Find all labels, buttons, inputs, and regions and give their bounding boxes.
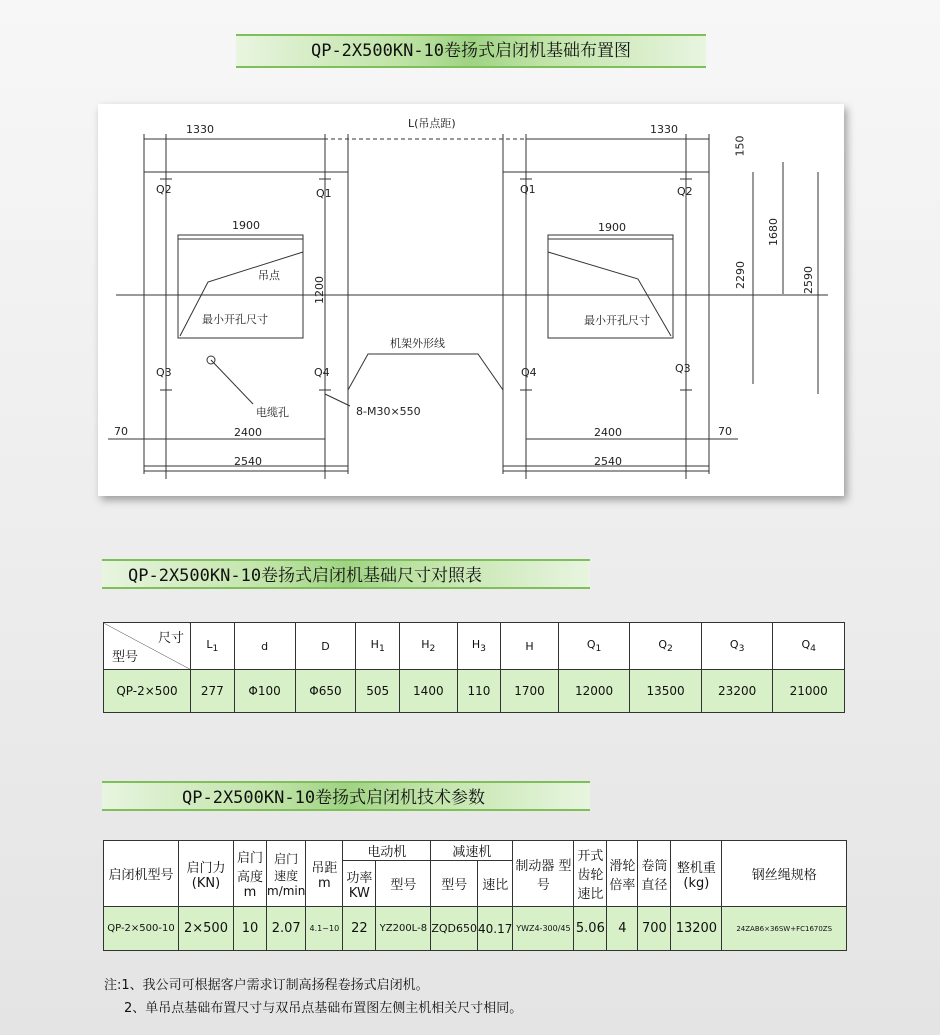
q3-right: Q3 bbox=[675, 362, 691, 375]
cell-span: 4.1~10 bbox=[306, 907, 343, 951]
hdr-h: H bbox=[501, 623, 559, 670]
hdr-power: 功率 KW bbox=[343, 861, 376, 907]
cell-D: Φ650 bbox=[295, 670, 356, 713]
cell-q2: 13500 bbox=[630, 670, 702, 713]
hdr-h3: $H_3$ bbox=[457, 623, 501, 670]
hdr-q2: $Q_2$ bbox=[630, 623, 702, 670]
dim-1330-left: 1330 bbox=[186, 123, 214, 136]
hdr-speed: 启门 速度 m/min bbox=[267, 841, 306, 907]
hdr-q3: $Q_3$ bbox=[701, 623, 773, 670]
dim-2400-right: 2400 bbox=[594, 426, 622, 439]
dim-1680: 1680 bbox=[767, 218, 780, 246]
hdr-weight: 整机重 (kg) bbox=[671, 841, 722, 907]
hdr-model: 启闭机型号 bbox=[104, 841, 179, 907]
dim-2540-right: 2540 bbox=[594, 455, 622, 468]
cell-reducer-type: ZQD650 bbox=[431, 907, 478, 951]
lift-point-label: 吊点 bbox=[258, 269, 280, 282]
hdr-span: 吊距 m bbox=[306, 841, 343, 907]
corner-cell bbox=[104, 623, 191, 670]
q1-left: Q1 bbox=[316, 187, 332, 200]
hdr-q1: $Q_1$ bbox=[558, 623, 630, 670]
dim-70-right: 70 bbox=[718, 425, 732, 438]
hdr-reducer: 减速机 bbox=[431, 841, 513, 861]
cell-brake: YWZ4-300/45 bbox=[513, 907, 574, 951]
dim-2290: 2290 bbox=[734, 261, 747, 289]
table-row bbox=[104, 907, 847, 951]
cell-q1: 12000 bbox=[558, 670, 630, 713]
spec-table-title: QP-2X500KN-10卷扬式启闭机技术参数 bbox=[182, 788, 486, 808]
drawing-title: QP-2X500KN-10卷扬式启闭机基础布置图 bbox=[310, 41, 632, 61]
dim-150: 150 bbox=[733, 135, 747, 157]
dimension-table bbox=[103, 622, 845, 713]
cell-q3: 23200 bbox=[701, 670, 773, 713]
dimension-table-title: QP-2X500KN-10卷扬式启闭机基础尺寸对照表 bbox=[128, 566, 483, 586]
cell-l1: 277 bbox=[191, 670, 235, 713]
cell-rope: 24ZAB6×36SW+FC1670ZS bbox=[722, 907, 847, 951]
frame-outline-label: 机架外形线 bbox=[390, 337, 445, 350]
dim-2400-left: 2400 bbox=[234, 426, 262, 439]
q3-left: Q3 bbox=[156, 366, 172, 379]
cell-drum: 700 bbox=[638, 907, 671, 951]
cell-power: 22 bbox=[343, 907, 376, 951]
min-hole-left: 最小开孔尺寸 bbox=[202, 313, 268, 326]
hdr-brake: 制动器 型号 bbox=[513, 841, 574, 907]
hdr-reducer-type: 型号 bbox=[431, 861, 478, 907]
cell-q4: 21000 bbox=[773, 670, 845, 713]
corner-bottom: 型号 bbox=[112, 650, 139, 665]
title-banner-2 bbox=[102, 559, 590, 589]
cable-hole-label: 电缆孔 bbox=[256, 406, 289, 419]
hdr-D: D bbox=[295, 623, 356, 670]
q1-right: Q1 bbox=[520, 183, 536, 196]
cell-h: 1700 bbox=[501, 670, 559, 713]
dim-1330-right: 1330 bbox=[650, 123, 678, 136]
cell-height: 10 bbox=[234, 907, 267, 951]
dim-1900-left: 1900 bbox=[232, 219, 260, 232]
dim-1200: 1200 bbox=[313, 276, 326, 304]
hdr-l1: $L_1$ bbox=[191, 623, 235, 670]
cell-d: Φ100 bbox=[234, 670, 295, 713]
hdr-motor: 电动机 bbox=[343, 841, 431, 861]
title-banner-1 bbox=[236, 34, 706, 68]
anchor-bolt-label: 8-M30×550 bbox=[356, 405, 421, 418]
hdr-motor-type: 型号 bbox=[376, 861, 431, 907]
dim-2590: 2590 bbox=[802, 266, 815, 294]
dim-70-left: 70 bbox=[114, 425, 128, 438]
cell-model: QP-2×500-10 bbox=[104, 907, 179, 951]
hdr-ratio: 速比 bbox=[478, 861, 513, 907]
table-row bbox=[104, 670, 845, 713]
hdr-q4: $Q_4$ bbox=[773, 623, 845, 670]
foundation-drawing bbox=[98, 104, 844, 496]
hdr-h1: $H_1$ bbox=[356, 623, 400, 670]
hdr-height: 启门 高度 m bbox=[234, 841, 267, 907]
spec-table bbox=[103, 840, 847, 951]
cell-h3: 110 bbox=[457, 670, 501, 713]
hdr-drum: 卷筒 直径 bbox=[638, 841, 671, 907]
cell-weight: 13200 bbox=[671, 907, 722, 951]
hdr-rope: 钢丝绳规格 bbox=[722, 841, 847, 907]
note-2: 2、单吊点基础布置尺寸与双吊点基础布置图左侧主机相关尺寸相同。 bbox=[124, 1001, 523, 1016]
cell-speed: 2.07 bbox=[267, 907, 306, 951]
hdr-h2: $H_2$ bbox=[400, 623, 458, 670]
lifting-distance-label: L(吊点距) bbox=[408, 117, 456, 130]
hdr-d: d bbox=[234, 623, 295, 670]
corner-top: 尺寸 bbox=[157, 631, 184, 646]
cell-pulley: 4 bbox=[607, 907, 638, 951]
cell-h1: 505 bbox=[356, 670, 400, 713]
cell-ratio: 40.17 bbox=[478, 907, 513, 951]
q4-right: Q4 bbox=[521, 366, 537, 379]
q4-left: Q4 bbox=[314, 366, 330, 379]
dim-2540-left: 2540 bbox=[234, 455, 262, 468]
cell-motor-type: YZ200L-8 bbox=[376, 907, 431, 951]
q2-left: Q2 bbox=[156, 183, 172, 196]
drawing-lines bbox=[98, 104, 844, 496]
note-1: 注:1、我公司可根据客户需求订制高扬程卷扬式启闭机。 bbox=[104, 978, 429, 993]
q2-right: Q2 bbox=[677, 185, 693, 198]
title-banner-3 bbox=[102, 781, 590, 811]
hdr-gear: 开式 齿轮 速比 bbox=[574, 841, 607, 907]
min-hole-right: 最小开孔尺寸 bbox=[584, 314, 650, 327]
cell-force: 2×500 bbox=[179, 907, 234, 951]
hdr-force: 启门力 (KN) bbox=[179, 841, 234, 907]
cell-gear: 5.06 bbox=[574, 907, 607, 951]
hdr-pulley: 滑轮 倍率 bbox=[607, 841, 638, 907]
cell-model: QP-2×500 bbox=[104, 670, 191, 713]
dim-1900-right: 1900 bbox=[598, 221, 626, 234]
cell-h2: 1400 bbox=[400, 670, 458, 713]
